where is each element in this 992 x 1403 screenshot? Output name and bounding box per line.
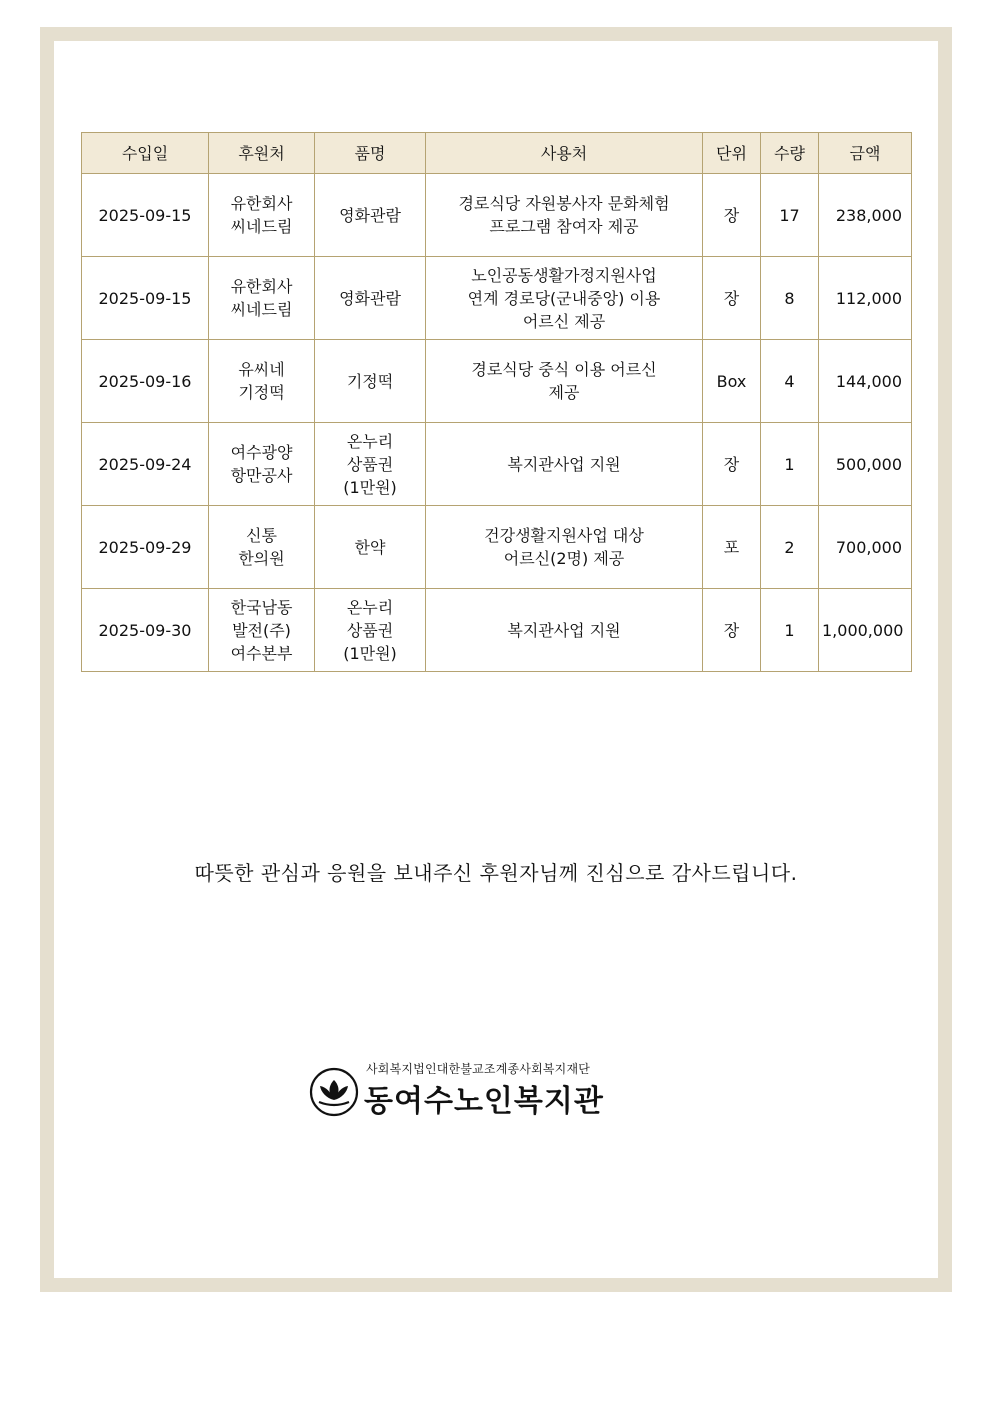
cell-qty: 1 bbox=[761, 589, 819, 672]
cell-unit: 장 bbox=[703, 423, 761, 506]
header-date: 수입일 bbox=[82, 133, 209, 174]
cell-usage: 경로식당 중식 이용 어르신 제공 bbox=[426, 340, 703, 423]
cell-unit: 장 bbox=[703, 174, 761, 257]
cell-donor: 신통 한의원 bbox=[209, 506, 315, 589]
cell-usage: 건강생활지원사업 대상 어르신(2명) 제공 bbox=[426, 506, 703, 589]
cell-date: 2025-09-29 bbox=[82, 506, 209, 589]
table-header-row bbox=[82, 133, 912, 174]
cell-item: 온누리 상품권 (1만원) bbox=[315, 423, 426, 506]
cell-date: 2025-09-15 bbox=[82, 257, 209, 340]
thanks-message: 따뜻한 관심과 응원을 보내주신 후원자님께 진심으로 감사드립니다. bbox=[194, 861, 798, 885]
cell-usage: 경로식당 자원봉사자 문화체험 프로그램 참여자 제공 bbox=[426, 174, 703, 257]
table-row bbox=[82, 589, 912, 672]
donation-table bbox=[81, 132, 912, 672]
cell-date: 2025-09-30 bbox=[82, 589, 209, 672]
logo-subtitle: 사회복지법인대한불교조계종사회복지재단 bbox=[366, 1062, 591, 1076]
cell-qty: 17 bbox=[761, 174, 819, 257]
cell-date: 2025-09-24 bbox=[82, 423, 209, 506]
cell-donor: 여수광양 항만공사 bbox=[209, 423, 315, 506]
cell-donor: 유한회사 씨네드림 bbox=[209, 174, 315, 257]
header-item: 품명 bbox=[315, 133, 426, 174]
table-row bbox=[82, 340, 912, 423]
header-qty: 수량 bbox=[761, 133, 819, 174]
cell-item: 영화관람 bbox=[315, 174, 426, 257]
cell-qty: 2 bbox=[761, 506, 819, 589]
cell-amount: 700,000 bbox=[819, 506, 912, 589]
cell-amount: 112,000 bbox=[819, 257, 912, 340]
header-usage: 사용처 bbox=[426, 133, 703, 174]
cell-unit: 장 bbox=[703, 257, 761, 340]
cell-donor: 유한회사 씨네드림 bbox=[209, 257, 315, 340]
cell-usage: 복지관사업 지원 bbox=[426, 589, 703, 672]
cell-usage: 노인공동생활가정지원사업 연계 경로당(군내중앙) 이용 어르신 제공 bbox=[426, 257, 703, 340]
logo bbox=[308, 1058, 648, 1118]
cell-date: 2025-09-16 bbox=[82, 340, 209, 423]
logo-name: 동여수노인복지관 bbox=[364, 1084, 604, 1119]
cell-item: 온누리 상품권 (1만원) bbox=[315, 589, 426, 672]
header-donor: 후원처 bbox=[209, 133, 315, 174]
lotus-icon bbox=[308, 1066, 360, 1118]
cell-amount: 1,000,000 bbox=[819, 589, 912, 672]
page-content bbox=[54, 41, 938, 1278]
cell-item: 기정떡 bbox=[315, 340, 426, 423]
table-row bbox=[82, 174, 912, 257]
header-unit: 단위 bbox=[703, 133, 761, 174]
cell-amount: 238,000 bbox=[819, 174, 912, 257]
cell-item: 한약 bbox=[315, 506, 426, 589]
cell-donor: 한국남동 발전(주) 여수본부 bbox=[209, 589, 315, 672]
table-row bbox=[82, 423, 912, 506]
header-amount: 금액 bbox=[819, 133, 912, 174]
cell-unit: 포 bbox=[703, 506, 761, 589]
cell-unit: Box bbox=[703, 340, 761, 423]
page-frame bbox=[40, 27, 952, 1292]
cell-amount: 500,000 bbox=[819, 423, 912, 506]
cell-item: 영화관람 bbox=[315, 257, 426, 340]
cell-qty: 1 bbox=[761, 423, 819, 506]
table-row bbox=[82, 506, 912, 589]
cell-qty: 4 bbox=[761, 340, 819, 423]
cell-donor: 유씨네 기정떡 bbox=[209, 340, 315, 423]
cell-qty: 8 bbox=[761, 257, 819, 340]
cell-unit: 장 bbox=[703, 589, 761, 672]
cell-date: 2025-09-15 bbox=[82, 174, 209, 257]
table-row bbox=[82, 257, 912, 340]
cell-amount: 144,000 bbox=[819, 340, 912, 423]
cell-usage: 복지관사업 지원 bbox=[426, 423, 703, 506]
